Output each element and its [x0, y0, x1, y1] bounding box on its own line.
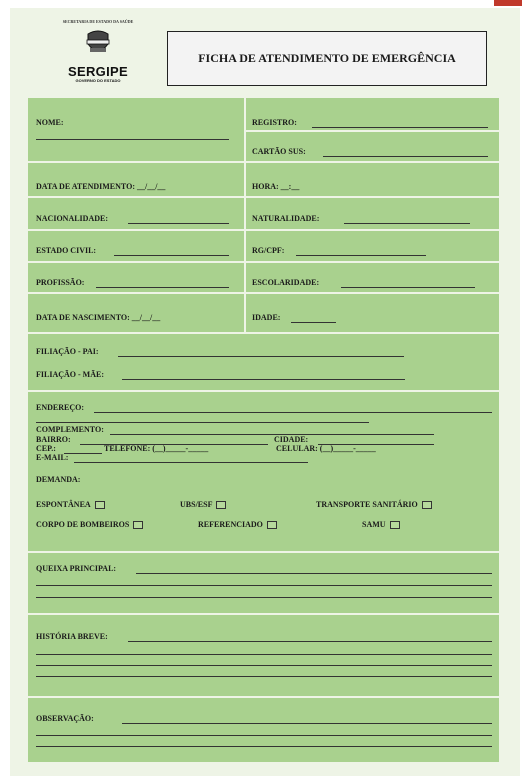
historia-field[interactable]	[128, 641, 492, 642]
samu-checkbox[interactable]	[390, 521, 400, 529]
espontanea-label: ESPONTÂNEA	[36, 500, 91, 509]
filiacao-mae-label: FILIAÇÃO - MÃE:	[36, 370, 104, 379]
naturalidade-label: NATURALIDADE:	[252, 214, 320, 223]
row-separator	[28, 196, 499, 198]
row-separator	[28, 551, 499, 553]
queixa-line[interactable]	[36, 597, 492, 598]
samu-label: SAMU	[362, 520, 386, 529]
option-espontanea[interactable]	[36, 500, 105, 509]
row-separator	[28, 696, 499, 698]
profissao-field[interactable]	[96, 287, 229, 288]
government-label: GOVERNO DO ESTADO	[75, 78, 121, 83]
nome-field[interactable]	[36, 139, 229, 140]
row-separator	[28, 332, 499, 334]
endereco-label: ENDEREÇO:	[36, 403, 85, 412]
bombeiros-checkbox[interactable]	[133, 521, 143, 529]
row-separator	[28, 161, 499, 163]
transporte-checkbox[interactable]	[422, 501, 432, 509]
registro-field[interactable]	[312, 127, 488, 128]
complemento-field[interactable]	[110, 434, 434, 435]
row-separator	[28, 261, 499, 263]
referenciado-checkbox[interactable]	[267, 521, 277, 529]
naturalidade-field[interactable]	[344, 223, 470, 224]
hora-label[interactable]: HORA: __:__	[252, 182, 300, 191]
historia-label: HISTÓRIA BREVE:	[36, 632, 108, 641]
email-field[interactable]	[74, 462, 308, 463]
option-bombeiros[interactable]	[36, 520, 143, 529]
bairro-label: BAIRRO:	[36, 435, 71, 444]
corner-accent	[494, 0, 522, 6]
observacao-line[interactable]	[36, 746, 492, 747]
queixa-line[interactable]	[36, 585, 492, 586]
email-label: E-MAIL:	[36, 453, 69, 462]
rg-cpf-field[interactable]	[296, 255, 426, 256]
cell-separator	[244, 130, 499, 132]
page-title: FICHA DE ATENDIMENTO DE EMERGÊNCIA	[198, 51, 456, 65]
escolaridade-field[interactable]	[341, 287, 475, 288]
referenciado-label: REFERENCIADO	[198, 520, 263, 529]
nome-label: NOME:	[36, 118, 64, 127]
row-separator	[28, 390, 499, 392]
estado-civil-label: ESTADO CIVIL:	[36, 246, 97, 255]
option-samu[interactable]	[362, 520, 400, 529]
data-atendimento-label[interactable]: DATA DE ATENDIMENTO: __/__/__	[36, 182, 166, 191]
emergency-form	[28, 98, 499, 762]
telefone-label[interactable]: TELEFONE: (__)_____-_____	[104, 444, 209, 453]
option-ubs-esf[interactable]	[180, 500, 226, 509]
ubs-esf-checkbox[interactable]	[216, 501, 226, 509]
row-separator	[28, 292, 499, 294]
queixa-label: QUEIXA PRINCIPAL:	[36, 564, 117, 573]
registro-label: REGISTRO:	[252, 118, 297, 127]
profissao-label: PROFISSÃO:	[36, 278, 85, 287]
nacionalidade-label: NACIONALIDADE:	[36, 214, 109, 223]
cidade-label: CIDADE:	[274, 435, 309, 444]
endereco-extra-line[interactable]	[36, 422, 369, 423]
filiacao-pai-label: FILIAÇÃO - PAI:	[36, 347, 99, 356]
historia-line[interactable]	[36, 665, 492, 666]
nacionalidade-field[interactable]	[128, 223, 229, 224]
coat-of-arms-icon	[84, 28, 112, 58]
estado-civil-field[interactable]	[114, 255, 229, 256]
celular-label[interactable]: CELULAR: (__)_____-_____	[276, 444, 376, 453]
brand-name: SERGIPE	[68, 64, 128, 79]
rg-cpf-label: RG/CPF:	[252, 246, 285, 255]
observacao-field[interactable]	[122, 723, 492, 724]
option-referenciado[interactable]	[198, 520, 277, 529]
escolaridade-label: ESCOLARIDADE:	[252, 278, 320, 287]
queixa-field[interactable]	[136, 573, 492, 574]
idade-label: IDADE:	[252, 313, 281, 322]
option-transporte[interactable]	[316, 500, 432, 509]
idade-field[interactable]	[291, 322, 336, 323]
transporte-label: TRANSPORTE SANITÁRIO	[316, 500, 418, 509]
data-nascimento-label[interactable]: DATA DE NASCIMENTO: __/__/__	[36, 313, 161, 322]
historia-line[interactable]	[36, 676, 492, 677]
cep-field[interactable]	[64, 453, 102, 454]
demanda-label: DEMANDA:	[36, 475, 81, 484]
row-separator	[28, 613, 499, 615]
endereco-field[interactable]	[94, 412, 492, 413]
filiacao-mae-field[interactable]	[122, 379, 405, 380]
complemento-label: COMPLEMENTO:	[36, 425, 104, 434]
cartao-sus-label: CARTÃO SUS:	[252, 147, 306, 156]
sergipe-logo	[54, 20, 142, 102]
observacao-line[interactable]	[36, 735, 492, 736]
historia-line[interactable]	[36, 654, 492, 655]
espontanea-checkbox[interactable]	[95, 501, 105, 509]
bombeiros-label: CORPO DE BOMBEIROS	[36, 520, 130, 529]
row-separator	[28, 229, 499, 231]
column-separator	[244, 98, 246, 332]
cartao-sus-field[interactable]	[323, 156, 488, 157]
observacao-label: OBSERVAÇÃO:	[36, 714, 94, 723]
cep-label: CEP.:	[36, 444, 56, 453]
secretaria-label: SECRETARIA DE ESTADO DA SAÚDE	[62, 19, 134, 24]
filiacao-pai-field[interactable]	[118, 356, 404, 357]
title-box	[167, 31, 487, 86]
ubs-esf-label: UBS/ESF	[180, 500, 213, 509]
